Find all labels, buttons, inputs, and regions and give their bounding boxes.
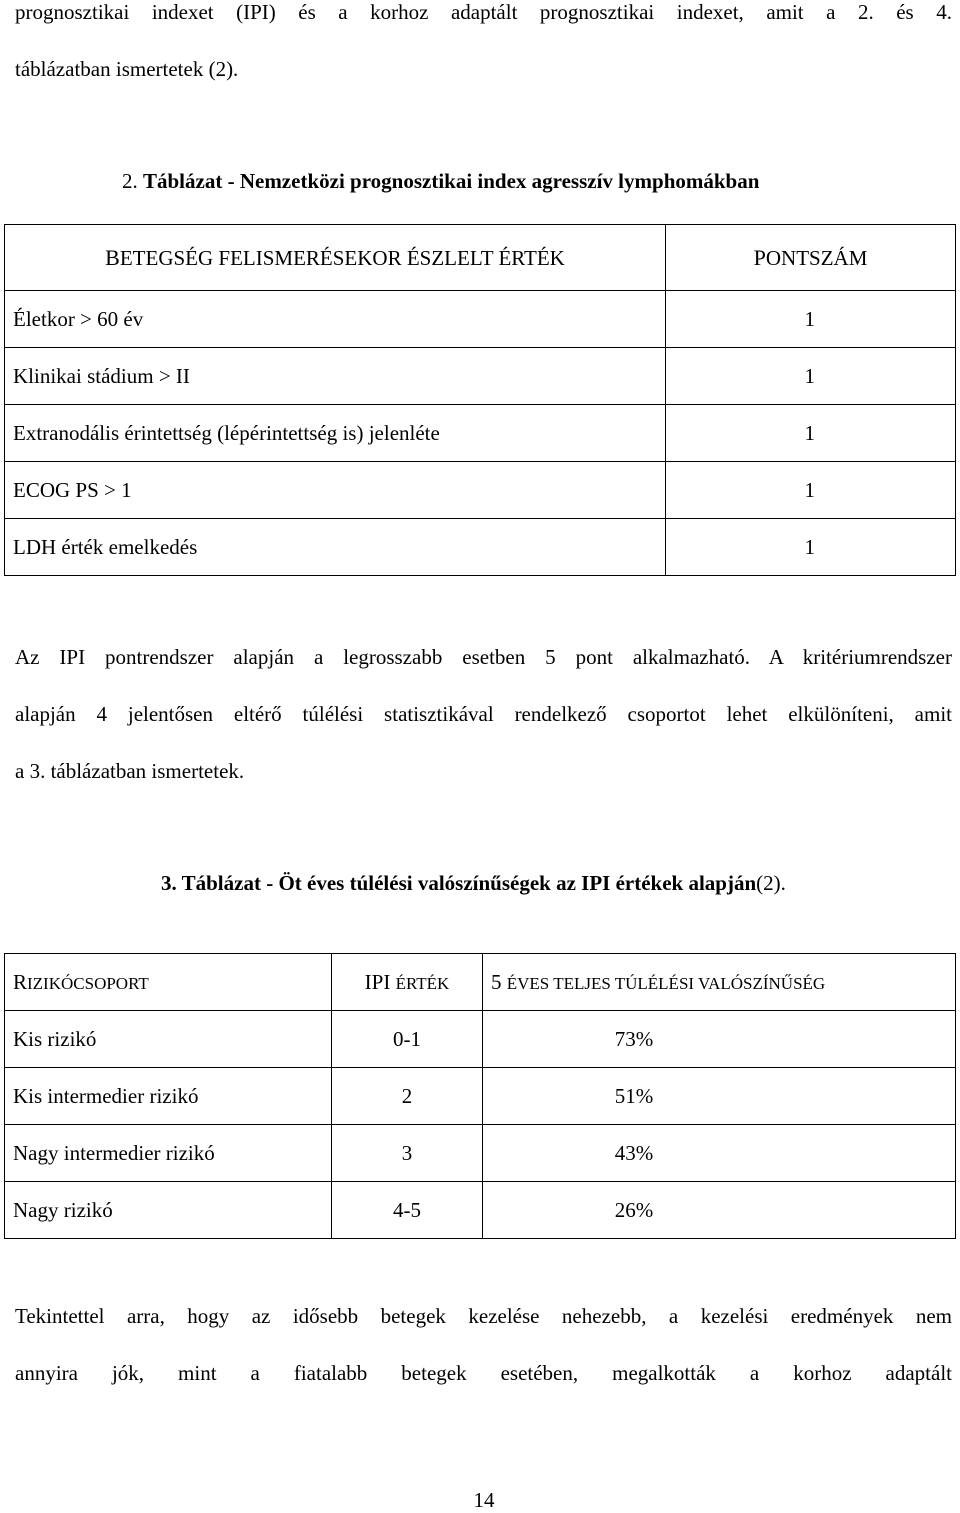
row-ipi: 2 — [332, 1068, 483, 1125]
table2-caption-suffix: (2). — [756, 871, 786, 895]
row-value: 1 — [666, 462, 956, 519]
table-header-row — [5, 225, 956, 291]
row-ipi: 3 — [332, 1125, 483, 1182]
para1-line-1: Az IPI pontrendszer alapján a legrosszabb esetben 5 pont alkalmazható. A kritériumrendszer — [15, 645, 952, 669]
table-row — [5, 348, 956, 405]
intro-line-1: prognosztikai indexet (IPI) és a korhoz adaptált prognosztikai indexet, amit a 2. és 4. — [15, 0, 952, 24]
header-cell-risk-group: RIZIKÓCSOPORT — [5, 954, 332, 1011]
table1-caption-title: Táblázat - Nemzetközi prognosztikai index agresszív lymphomákban — [143, 169, 760, 193]
table1-caption-prefix: 2. — [122, 169, 143, 193]
row-survival: 51% — [483, 1068, 956, 1125]
row-label: Életkor > 60 év — [5, 291, 666, 348]
header-cell-survival: 5 ÉVES TELJES TÚLÉLÉSI VALÓSZÍNŰSÉG — [483, 954, 956, 1011]
header-cell-ipi: IPI ÉRTÉK — [332, 954, 483, 1011]
row-value: 1 — [666, 405, 956, 462]
row-group: Kis rizikó — [5, 1011, 332, 1068]
para2-line-2: annyira jók, mint a fiatalabb betegek esetében, megalkották a korhoz adaptált — [15, 1361, 952, 1385]
intro-line-2: táblázatban ismertetek (2). — [15, 57, 239, 81]
row-label: ECOG PS > 1 — [5, 462, 666, 519]
para1-line-2: alapján 4 jelentősen eltérő túlélési statisztikával rendelkező csoportot lehet elkülöníteni, amit — [15, 702, 952, 726]
table2-caption-title: 3. Táblázat - Öt éves túlélési valószínűségek az IPI értékek alapján — [161, 871, 757, 895]
row-group: Nagy intermedier rizikó — [5, 1125, 332, 1182]
table-row — [5, 1182, 956, 1239]
row-value: 1 — [666, 348, 956, 405]
table-row — [5, 1125, 956, 1182]
table-row — [5, 462, 956, 519]
table-row — [5, 1068, 956, 1125]
table-header-row — [5, 954, 956, 1011]
table1-caption — [122, 169, 759, 193]
header-cell-score: PONTSZÁM — [666, 225, 956, 291]
row-survival: 43% — [483, 1125, 956, 1182]
table-row — [5, 519, 956, 576]
page-number: 14 — [473, 1488, 495, 1512]
table-row — [5, 405, 956, 462]
row-ipi: 0-1 — [332, 1011, 483, 1068]
survival-table — [4, 953, 956, 1239]
row-value: 1 — [666, 291, 956, 348]
para2-line-1: Tekintettel arra, hogy az idősebb betegek kezelése nehezebb, a kezelési eredmények nem — [15, 1304, 952, 1328]
row-label: Extranodális érintettség (lépérintettség is) jelenléte — [5, 405, 666, 462]
row-survival: 73% — [483, 1011, 956, 1068]
row-ipi: 4-5 — [332, 1182, 483, 1239]
header-cell-finding: BETEGSÉG FELISMERÉSEKOR ÉSZLELT ÉRTÉK — [5, 225, 666, 291]
table-row — [5, 291, 956, 348]
row-group: Kis intermedier rizikó — [5, 1068, 332, 1125]
table-row — [5, 1011, 956, 1068]
ipi-table — [4, 224, 956, 576]
row-survival: 26% — [483, 1182, 956, 1239]
para1-line-3: a 3. táblázatban ismertetek. — [15, 759, 245, 783]
row-group: Nagy rizikó — [5, 1182, 332, 1239]
row-label: Klinikai stádium > II — [5, 348, 666, 405]
table2-caption — [161, 871, 786, 895]
row-value: 1 — [666, 519, 956, 576]
row-label: LDH érték emelkedés — [5, 519, 666, 576]
